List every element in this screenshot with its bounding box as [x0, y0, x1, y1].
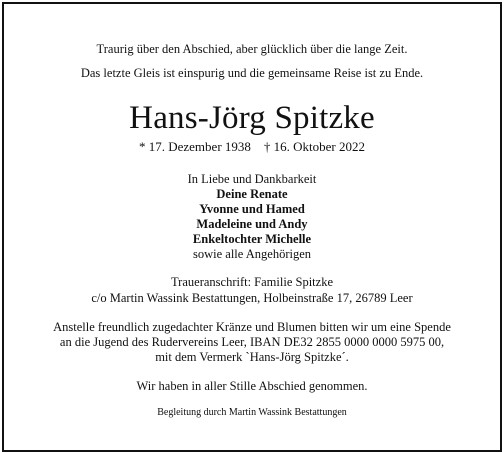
- mourners-intro: In Liebe und Dankbarkeit: [187, 172, 317, 186]
- closing-line: Wir haben in aller Stille Abschied genommen.: [136, 379, 368, 393]
- donation-line-2: an die Jugend des Rudervereins Leer, IBAN DE32 2855 0000 0000 5975 00,: [59, 335, 445, 349]
- address-line-1: Traueranschrift: Familie Spitzke: [170, 275, 333, 289]
- life-dates: * 17. Dezember 1938 † 16. Oktober 2022: [138, 139, 365, 154]
- donation-line-3: mit dem Vermerk `Hans-Jörg Spitzke´.: [155, 350, 349, 364]
- undertaker-credit: Begleitung durch Martin Wassink Bestattungen: [157, 407, 347, 418]
- deceased-name: Hans-Jörg Spitzke: [129, 100, 375, 136]
- quote-line-2: Das letzte Gleis ist einspurig und die gemeinsame Reise ist zu Ende.: [80, 66, 424, 80]
- address-line-2: c/o Martin Wassink Bestattungen, Holbeinstraße 17, 26789 Leer: [91, 291, 413, 305]
- mourners-outro: sowie alle Angehörigen: [192, 247, 312, 261]
- mourner-name: Deine Renate: [216, 187, 288, 201]
- obituary-frame: [2, 2, 502, 452]
- donation-line-1: Anstelle freundlich zugedachter Kränze und Blumen bitten wir um eine Spende: [53, 320, 451, 334]
- mourner-name: Enkeltochter Michelle: [192, 232, 312, 246]
- quote-line-1: Traurig über den Abschied, aber glücklich über die lange Zeit.: [96, 42, 408, 56]
- mourner-name: Yvonne und Hamed: [199, 202, 305, 216]
- mourner-name: Madeleine und Andy: [196, 217, 308, 231]
